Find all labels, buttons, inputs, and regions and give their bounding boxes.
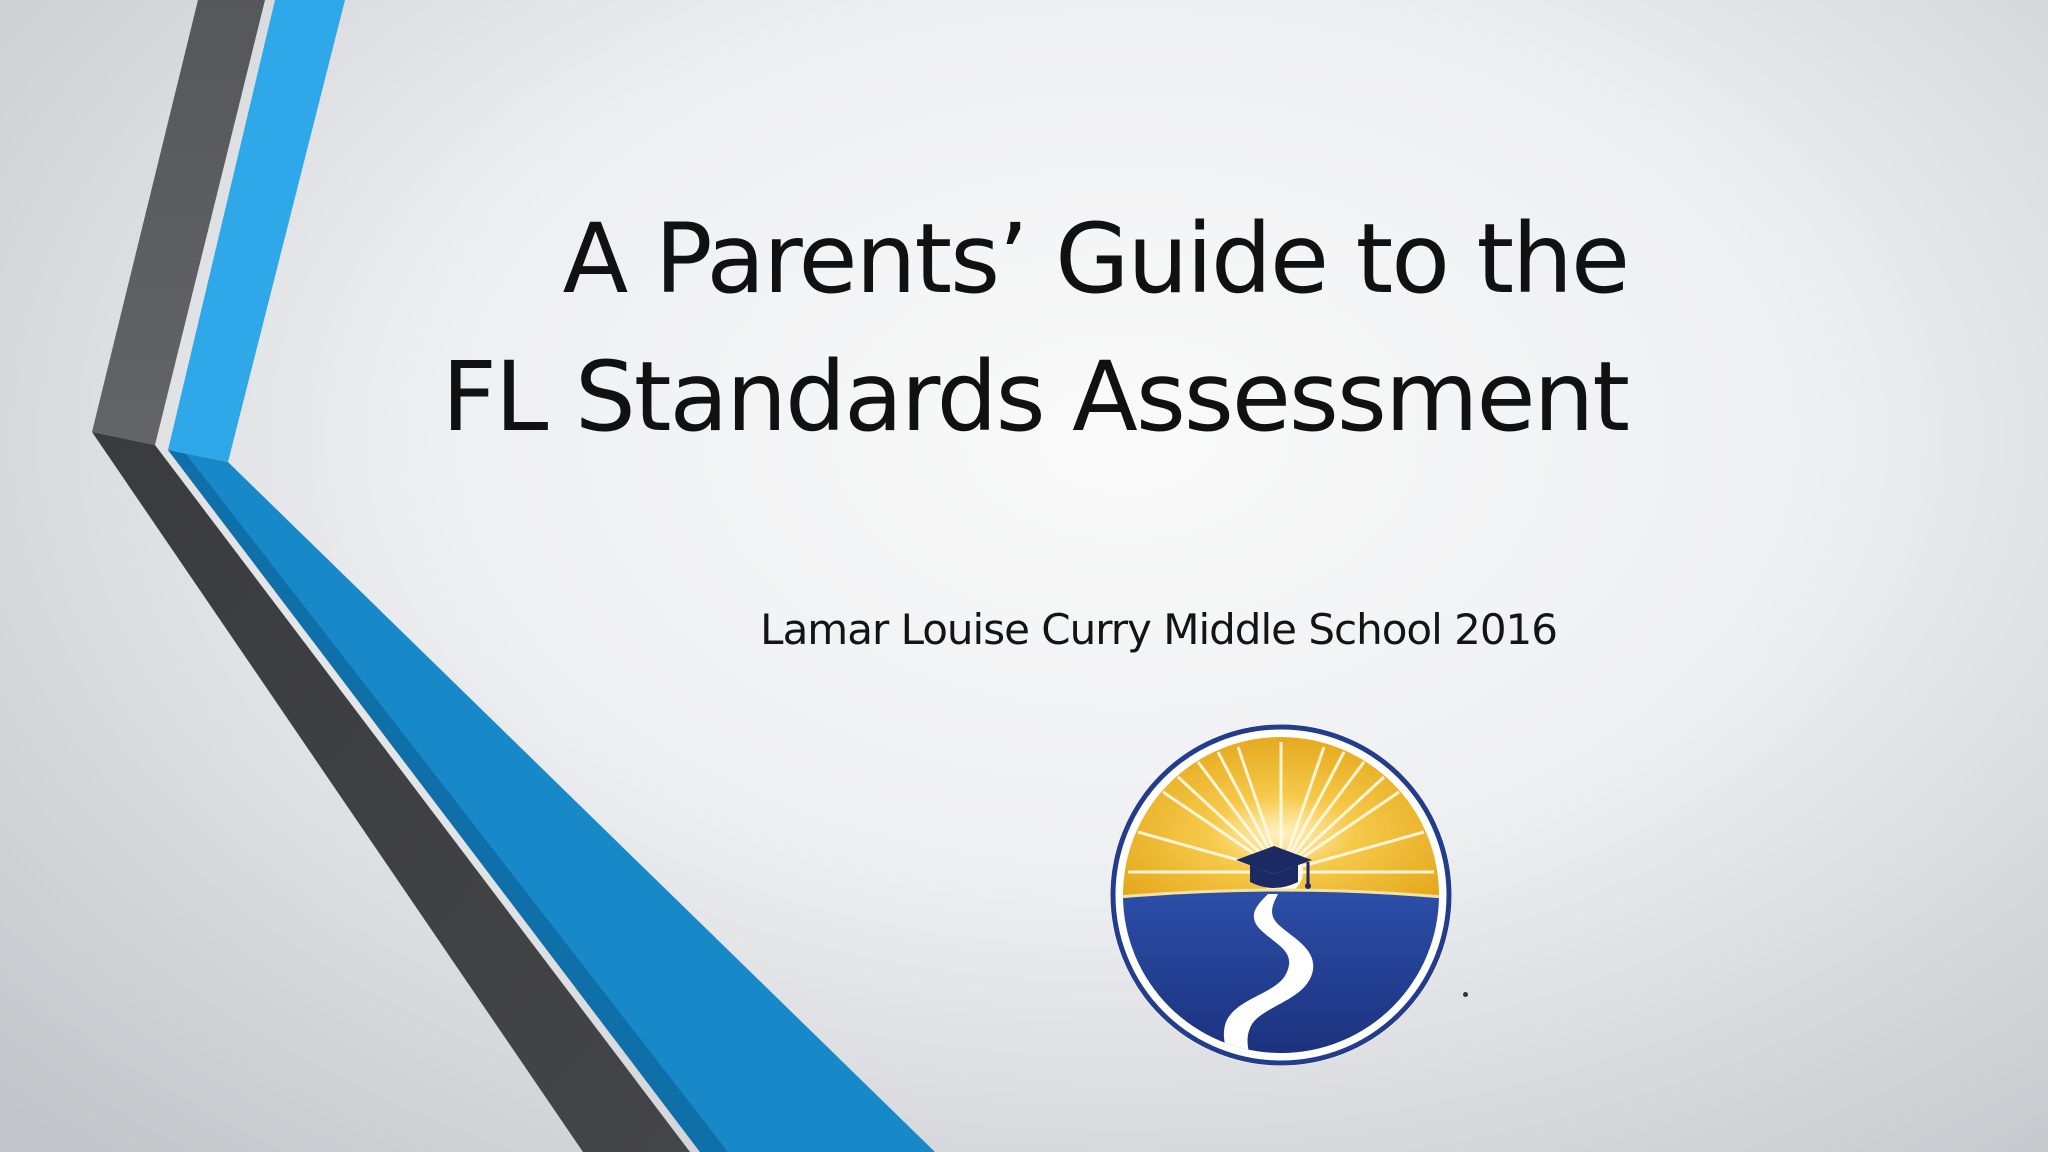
slide-title [228, 190, 1628, 466]
school-sunrise-road-logo-icon [1108, 722, 1454, 1068]
slide-subtitle: Lamar Louise Curry Middle School 2016 [760, 605, 1557, 654]
decorative-dot [1463, 992, 1468, 997]
slide-title-line-1: A Parents’ Guide to the [562, 203, 1628, 315]
chevron-blue-edge [168, 450, 728, 1152]
chevron-gray-lower [92, 432, 690, 1152]
slide-title-line-2: FL Standards Assessment [441, 341, 1628, 453]
logo-ground [1108, 890, 1454, 1068]
